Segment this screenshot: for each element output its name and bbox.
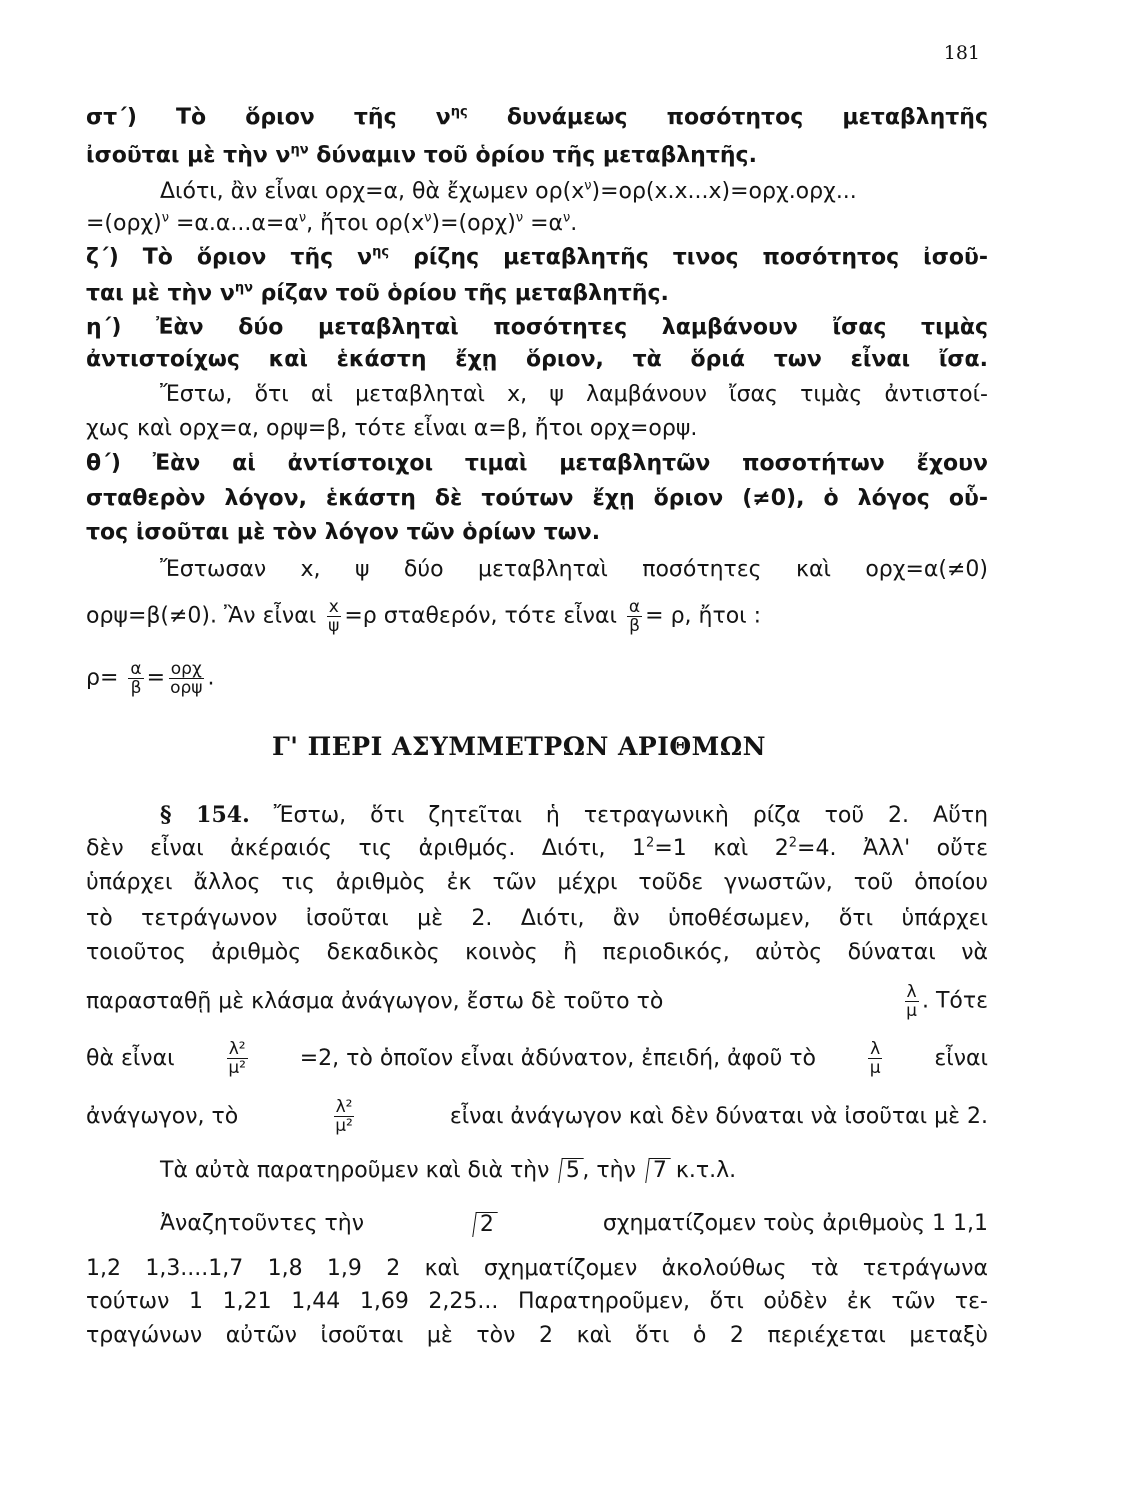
section-154-line-10: Ἀναζητοῦντες τὴν 2 σχηματίζομεν τοὺς ἀριθμοὺς 1 1,1 <box>160 1211 988 1237</box>
theorem-h-line-2: ἀντιστοίχως καὶ ἑκάστη ἔχῃ ὅριον, τὰ ὅριά των εἶναι ἴσα. <box>86 347 988 372</box>
section-154-line-5: τοιοῦτος ἀριθμὸς δεκαδικὸς κοινὸς ἢ περιοδικός, αὐτὸς δύναται νὰ <box>86 940 988 965</box>
section-154-line-2: δὲν εἶναι ἀκέραιός τις ἀριθμός. Διότι, $1^2=1$ καὶ $2^2=4$. Ἀλλ' οὔτε <box>86 835 988 861</box>
section-154-line-12: τούτων 1 1,21 1,44 1,69 2,25... Παρατηροῦμεν, ὅτι οὐδὲν ἐκ τῶν τε- <box>86 1289 988 1314</box>
fraction-x-psi: $\frac{x}{\psi}$ <box>328 597 340 636</box>
theorem-st-line-1: στ΄) Τὸ ὅριον τῆς $\nu^{\eta\varsigma}$ δυνάμεως ποσότητος μεταβλητῆς <box>86 104 989 130</box>
page-number: 181 <box>943 42 980 64</box>
section-154-line-8: ἀνάγωγον, τὸ $\frac{\text{λ²}}{\text{μ²}}$ εἶναι ἀνάγωγον καὶ δὲν δύναται νὰ ἰσοῦται μὲ 2. <box>86 1097 988 1136</box>
section-154-line-7: θὰ εἶναι $\frac{\text{λ²}}{\text{μ²}}$ =2, τὸ ὁποῖον εἶναι ἀδύνατον, ἐπειδή, ἀφοῦ τὸ $\frac{\lambda}{\mu}$ εἶναι <box>86 1039 988 1078</box>
section-heading: Γ' ΠΕΡΙ ΑΣΥΜΜΕΤΡΩΝ ΑΡΙΘΜΩΝ <box>272 732 766 761</box>
proof-st-line-1: Διότι, ἂν εἶναι ορχ=α, θὰ ἔχωμεν $o\rho(x^\nu)=o\rho(x.x...x)=o\rho\chi.o\rho\chi$... <box>160 178 857 204</box>
theorem-th-line-2: σταθερὸν λόγον, ἑκάστη δὲ τούτων ἔχῃ ὅριον (≠0), ὁ λόγος οὗ- <box>86 486 988 511</box>
section-154-line-3: ὑπάρχει ἄλλος τις ἀριθμὸς ἐκ τῶν μέχρι τοῦδε γνωστῶν, τοῦ ὁποίου <box>86 870 988 895</box>
fraction-orx-orpsi: $\frac{\text{ορχ}}{\text{ορψ}}$ <box>170 659 203 698</box>
proof-h-line-1: Ἔστω, ὅτι αἱ μεταβληταὶ x, ψ λαμβάνουν ἴσας τιμὰς ἀντιστοί- <box>160 382 988 407</box>
theorem-st-line-2: ἰσοῦται μὲ τὴν $\nu^{\eta\nu}$ δύναμιν τοῦ ὁρίου τῆς μεταβλητῆς. <box>86 142 757 168</box>
theorem-z-line-2: ται μὲ τὴν $\nu^{\eta\nu}$ ρίζαν τοῦ ὁρίου τῆς μεταβλητῆς. <box>86 280 669 306</box>
theorem-z-line-1: ζ΄) Τὸ ὅριον τῆς $\nu^{\eta\varsigma}$ ρίζης μεταβλητῆς τινος ποσότητος ἰσοῦ- <box>86 244 988 270</box>
proof-th-line-2: ορψ=β(≠0). Ἂν εἶναι $\frac{x}{\psi}$ =ρ σταθερόν, τότε εἶναι $\frac{\alpha}{\beta}$ = ρ, ἤτοι : <box>86 597 762 636</box>
fraction-lambda2-mu2-2: $\frac{\text{λ²}}{\text{μ²}}$ <box>335 1097 353 1136</box>
section-154-line-13: τραγώνων αὐτῶν ἰσοῦται μὲ τὸν 2 καὶ ὅτι ὁ 2 περιέχεται μεταξὺ <box>86 1323 988 1348</box>
fraction-lambda-mu: $\frac{\lambda}{\mu}$ <box>906 982 917 1021</box>
section-154-line-4: τὸ τετράγωνον ἰσοῦται μὲ 2. Διότι, ἂν ὑποθέσωμεν, ὅτι ὑπάρχει <box>86 906 988 931</box>
sqrt-7: 7 <box>645 1158 671 1183</box>
proof-th-line-3: ρ= $\frac{\alpha}{\beta}$ = $\frac{\text{ορχ}}{\text{ορψ}}$ . <box>86 659 215 698</box>
fraction-alpha-beta-2: $\frac{\alpha}{\beta}$ <box>130 659 142 698</box>
proof-h-line-2: χως καὶ ορχ=α, ορψ=β, τότε εἶναι α=β, ἤτοι ορχ=ορψ. <box>86 416 698 441</box>
sqrt-2: 2 <box>473 1212 499 1237</box>
section-number: § 154. <box>160 802 250 828</box>
theorem-th-line-1: θ΄) Ἐὰν αἱ ἀντίστοιχοι τιμαὶ μεταβλητῶν ποσοτήτων ἔχουν <box>86 451 988 476</box>
proof-th-line-1: Ἔστωσαν x, ψ δύο μεταβληταὶ ποσότητες καὶ ορχ=α(≠0) <box>160 557 988 582</box>
theorem-th-line-3: τος ἰσοῦται μὲ τὸν λόγον τῶν ὁρίων των. <box>86 520 601 545</box>
fraction-alpha-beta: $\frac{\alpha}{\beta}$ <box>628 597 641 636</box>
section-154-line-6: παρασταθῇ μὲ κλάσμα ἀνάγωγον, ἔστω δὲ τοῦτο τὸ $\frac{\lambda}{\mu}$ . Τότε <box>86 982 988 1021</box>
fraction-lambda-mu-2: $\frac{\lambda}{\mu}$ <box>869 1039 881 1078</box>
proof-st-line-2: $=(o\rho\chi)^\nu =\alpha.\alpha...\alpha=\alpha^\nu$, ἤτοι $o\rho(x^\nu)=(o\rho\chi)^\nu =\alpha^\nu$. <box>86 210 578 236</box>
fraction-lambda2-mu2: $\frac{\text{λ²}}{\text{μ²}}$ <box>228 1039 246 1078</box>
sqrt-5: 5 <box>559 1158 585 1183</box>
section-154-line-11: 1,2 1,3....1,7 1,8 1,9 2 καὶ σχηματίζομεν ἀκολούθως τὰ τετράγωνα <box>86 1256 988 1281</box>
section-154-line-1: § 154. Ἔστω, ὅτι ζητεῖται ἡ τετραγωνικὴ ρίζα τοῦ 2. Αὕτη <box>160 802 989 828</box>
theorem-h-line-1: η΄) Ἐὰν δύο μεταβληταὶ ποσότητες λαμβάνουν ἴσας τιμὰς <box>86 315 988 340</box>
section-154-line-9: Τὰ αὐτὰ παρατηροῦμεν καὶ διὰ τὴν 5, τὴν 7 κ.τ.λ. <box>160 1158 737 1183</box>
